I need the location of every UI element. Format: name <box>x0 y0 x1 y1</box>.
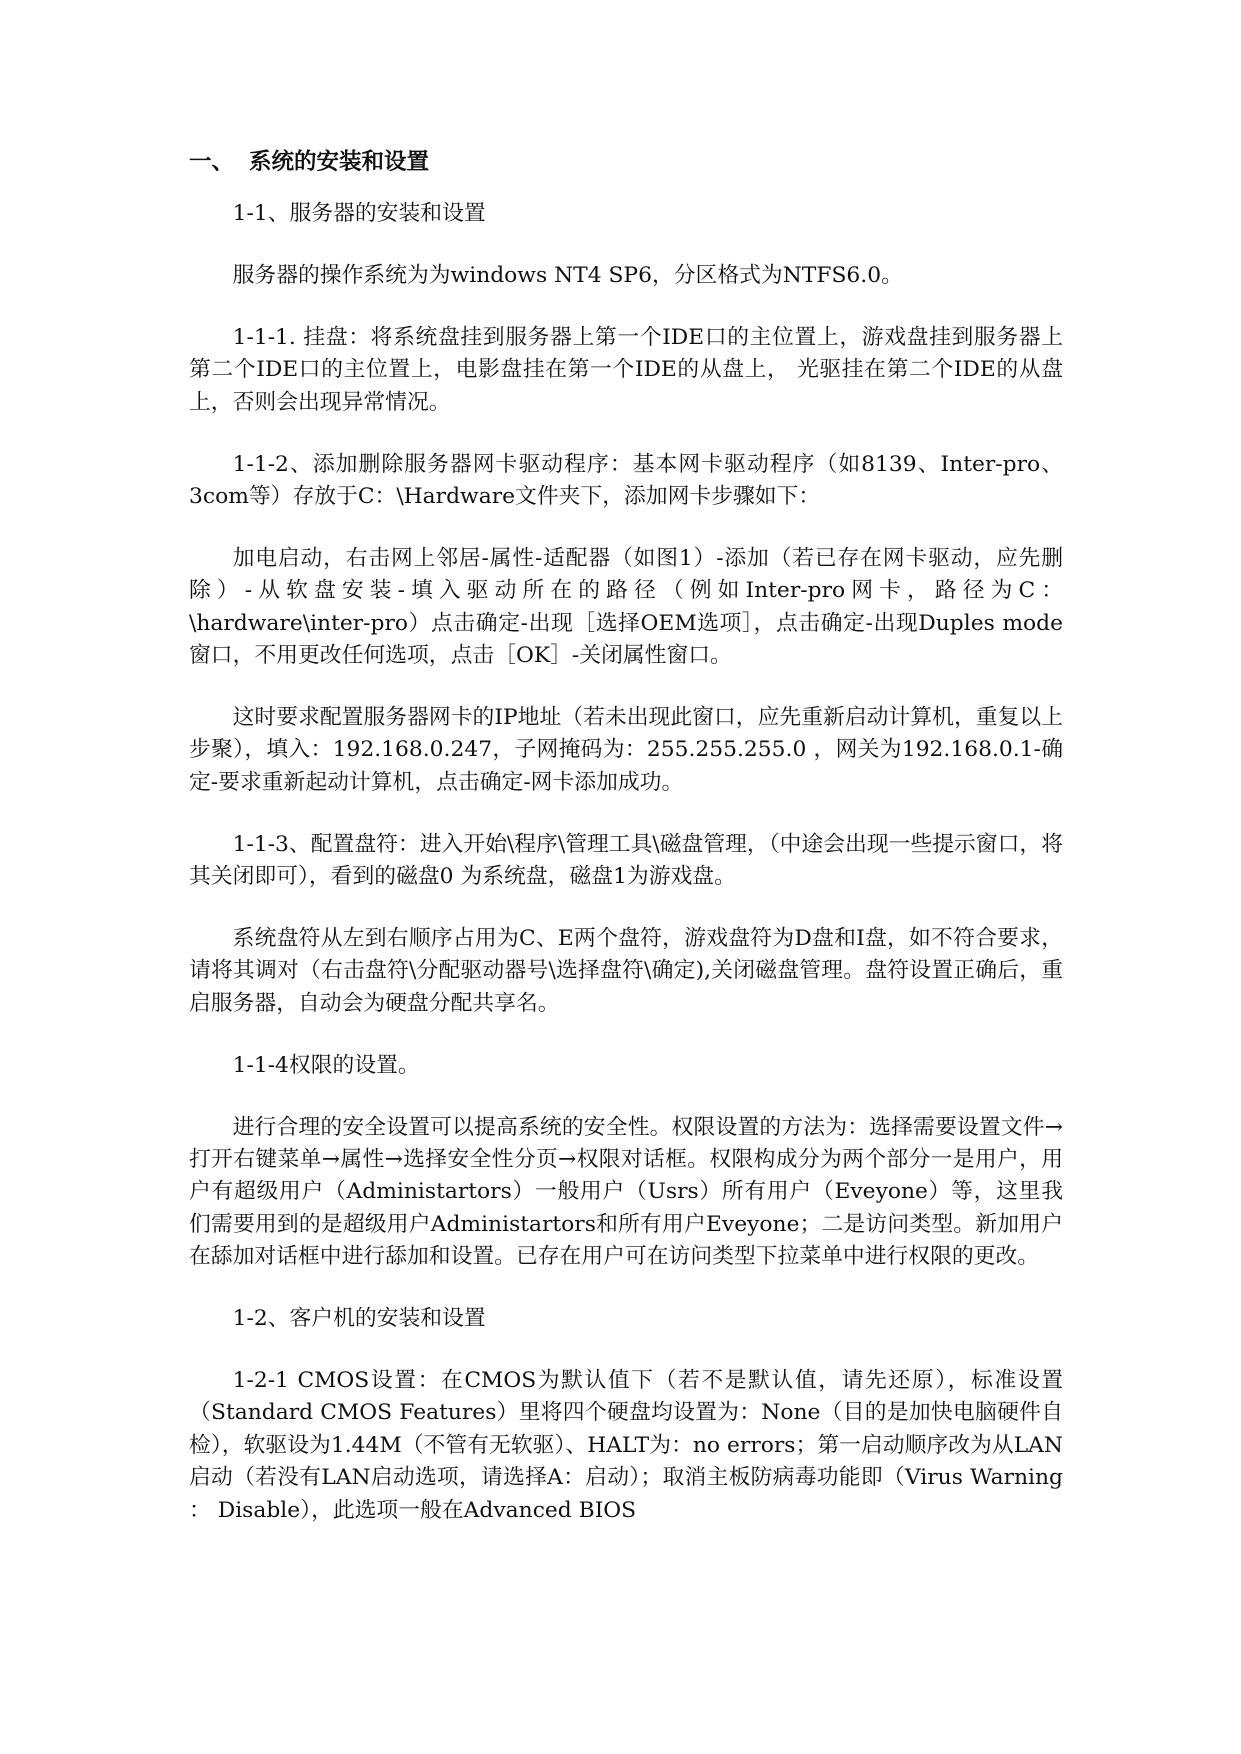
subsection-heading-client: 1-2、客户机的安装和设置 <box>232 1306 486 1332</box>
paragraph-drive-letter-order: 系统盘符从左到右顺序占用为C、E两个盘符，游戏盘符为D盘和I盘，如不符合要求，请将其调对（右击盘符\分配驱动器号\选择盘符\确定),关闭磁盘管理。盘符设置正确后，重启服务器，自动会为硬盘分配共享名。 <box>189 926 1063 1016</box>
section-title: 系统的安装和设置 <box>249 149 430 175</box>
section-heading <box>189 146 1063 178</box>
paragraph-os: 服务器的操作系统为为windows NT4 SP6，分区格式为NTFS6.0。 <box>232 262 903 288</box>
paragraph-nic-driver: 1-1-2、添加删除服务器网卡驱动程序：基本网卡驱动程序（如8139、Inter-pro、3com等）存放于C：\Hardware文件夹下，添加网卡步骤如下： <box>189 451 1063 509</box>
subsection-heading-permissions: 1-1-4权限的设置。 <box>232 1052 420 1078</box>
paragraph-ip-config: 这时要求配置服务器网卡的IP地址（若未出现此窗口，应先重新启动计算机，重复以上步聚），填入：192.168.0.247，子网掩码为：255.255.255.0 ，网关为192.168.0.1-确定-要求重新起动计算机，点击确定-网卡添加成功。 <box>189 704 1063 795</box>
document-body <box>189 146 1063 1557</box>
section-number: 一、 <box>189 149 235 175</box>
paragraph-drive-letters: 1-1-3、配置盘符：进入开始\程序\管理工具\磁盘管理，（中途会出现一些提示窗口，将其关闭即可），看到的磁盘0 为系统盘，磁盘1为游戏盘。 <box>189 831 1063 890</box>
paragraph-permissions: 进行合理的安全设置可以提高系统的安全性。权限设置的方法为：选择需要设置文件→打开右键菜单→属性→选择安全性分页→权限对话框。权限构成分为两个部分一是用户，用户有超级用户（Administartors）一般用户（Usrs）所有用户（Eveyone）等，这里我们需要用到的是超级用户Administartors和所有用户Eveyone；二是访问类型。新加用户在舔加对话框中进行舔加和设置。已存在用户可在访问类型下拉菜单中进行权限的更改。 <box>189 1114 1063 1270</box>
paragraph-nic-steps: 加电启动，右击网上邻居-属性-适配器（如图1）-添加（若已存在网卡驱动，应先删除）-从软盘安装-填入驱动所在的路径（例如Inter-pro网卡，路径为C：\hardware\inter-pro）点击确定-出现［选择OEM选项］，点击确定-出现Duples mode窗口，不用更改任何选项，点击［OK］-关闭属性窗口。 <box>189 545 1063 669</box>
paragraph-disk-mount: 1-1-1. 挂盘：将系统盘挂到服务器上第一个IDE口的主位置上，游戏盘挂到服务器上第二个IDE口的主位置上，电影盘挂在第一个IDE的从盘上， 光驱挂在第二个IDE的从盘上，否则会出现异常情况。 <box>189 324 1063 415</box>
paragraph-cmos: 1-2-1 CMOS设置：在CMOS为默认值下（若不是默认值，请先还原），标准设置（Standard CMOS Features）里将四个硬盘均设置为：None（目的是加快电脑硬件自检），软驱设为1.44M（不管有无软驱）、HALT为：no errors；第一启动顺序改为从LAN启动（若没有LAN启动选项，请选择A：启动）；取消主板防病毒功能即（Virus Warning ： Disable），此选项一般在Advanced BIOS <box>189 1368 1063 1523</box>
subsection-heading-server: 1-1、服务器的安装和设置 <box>232 201 486 226</box>
